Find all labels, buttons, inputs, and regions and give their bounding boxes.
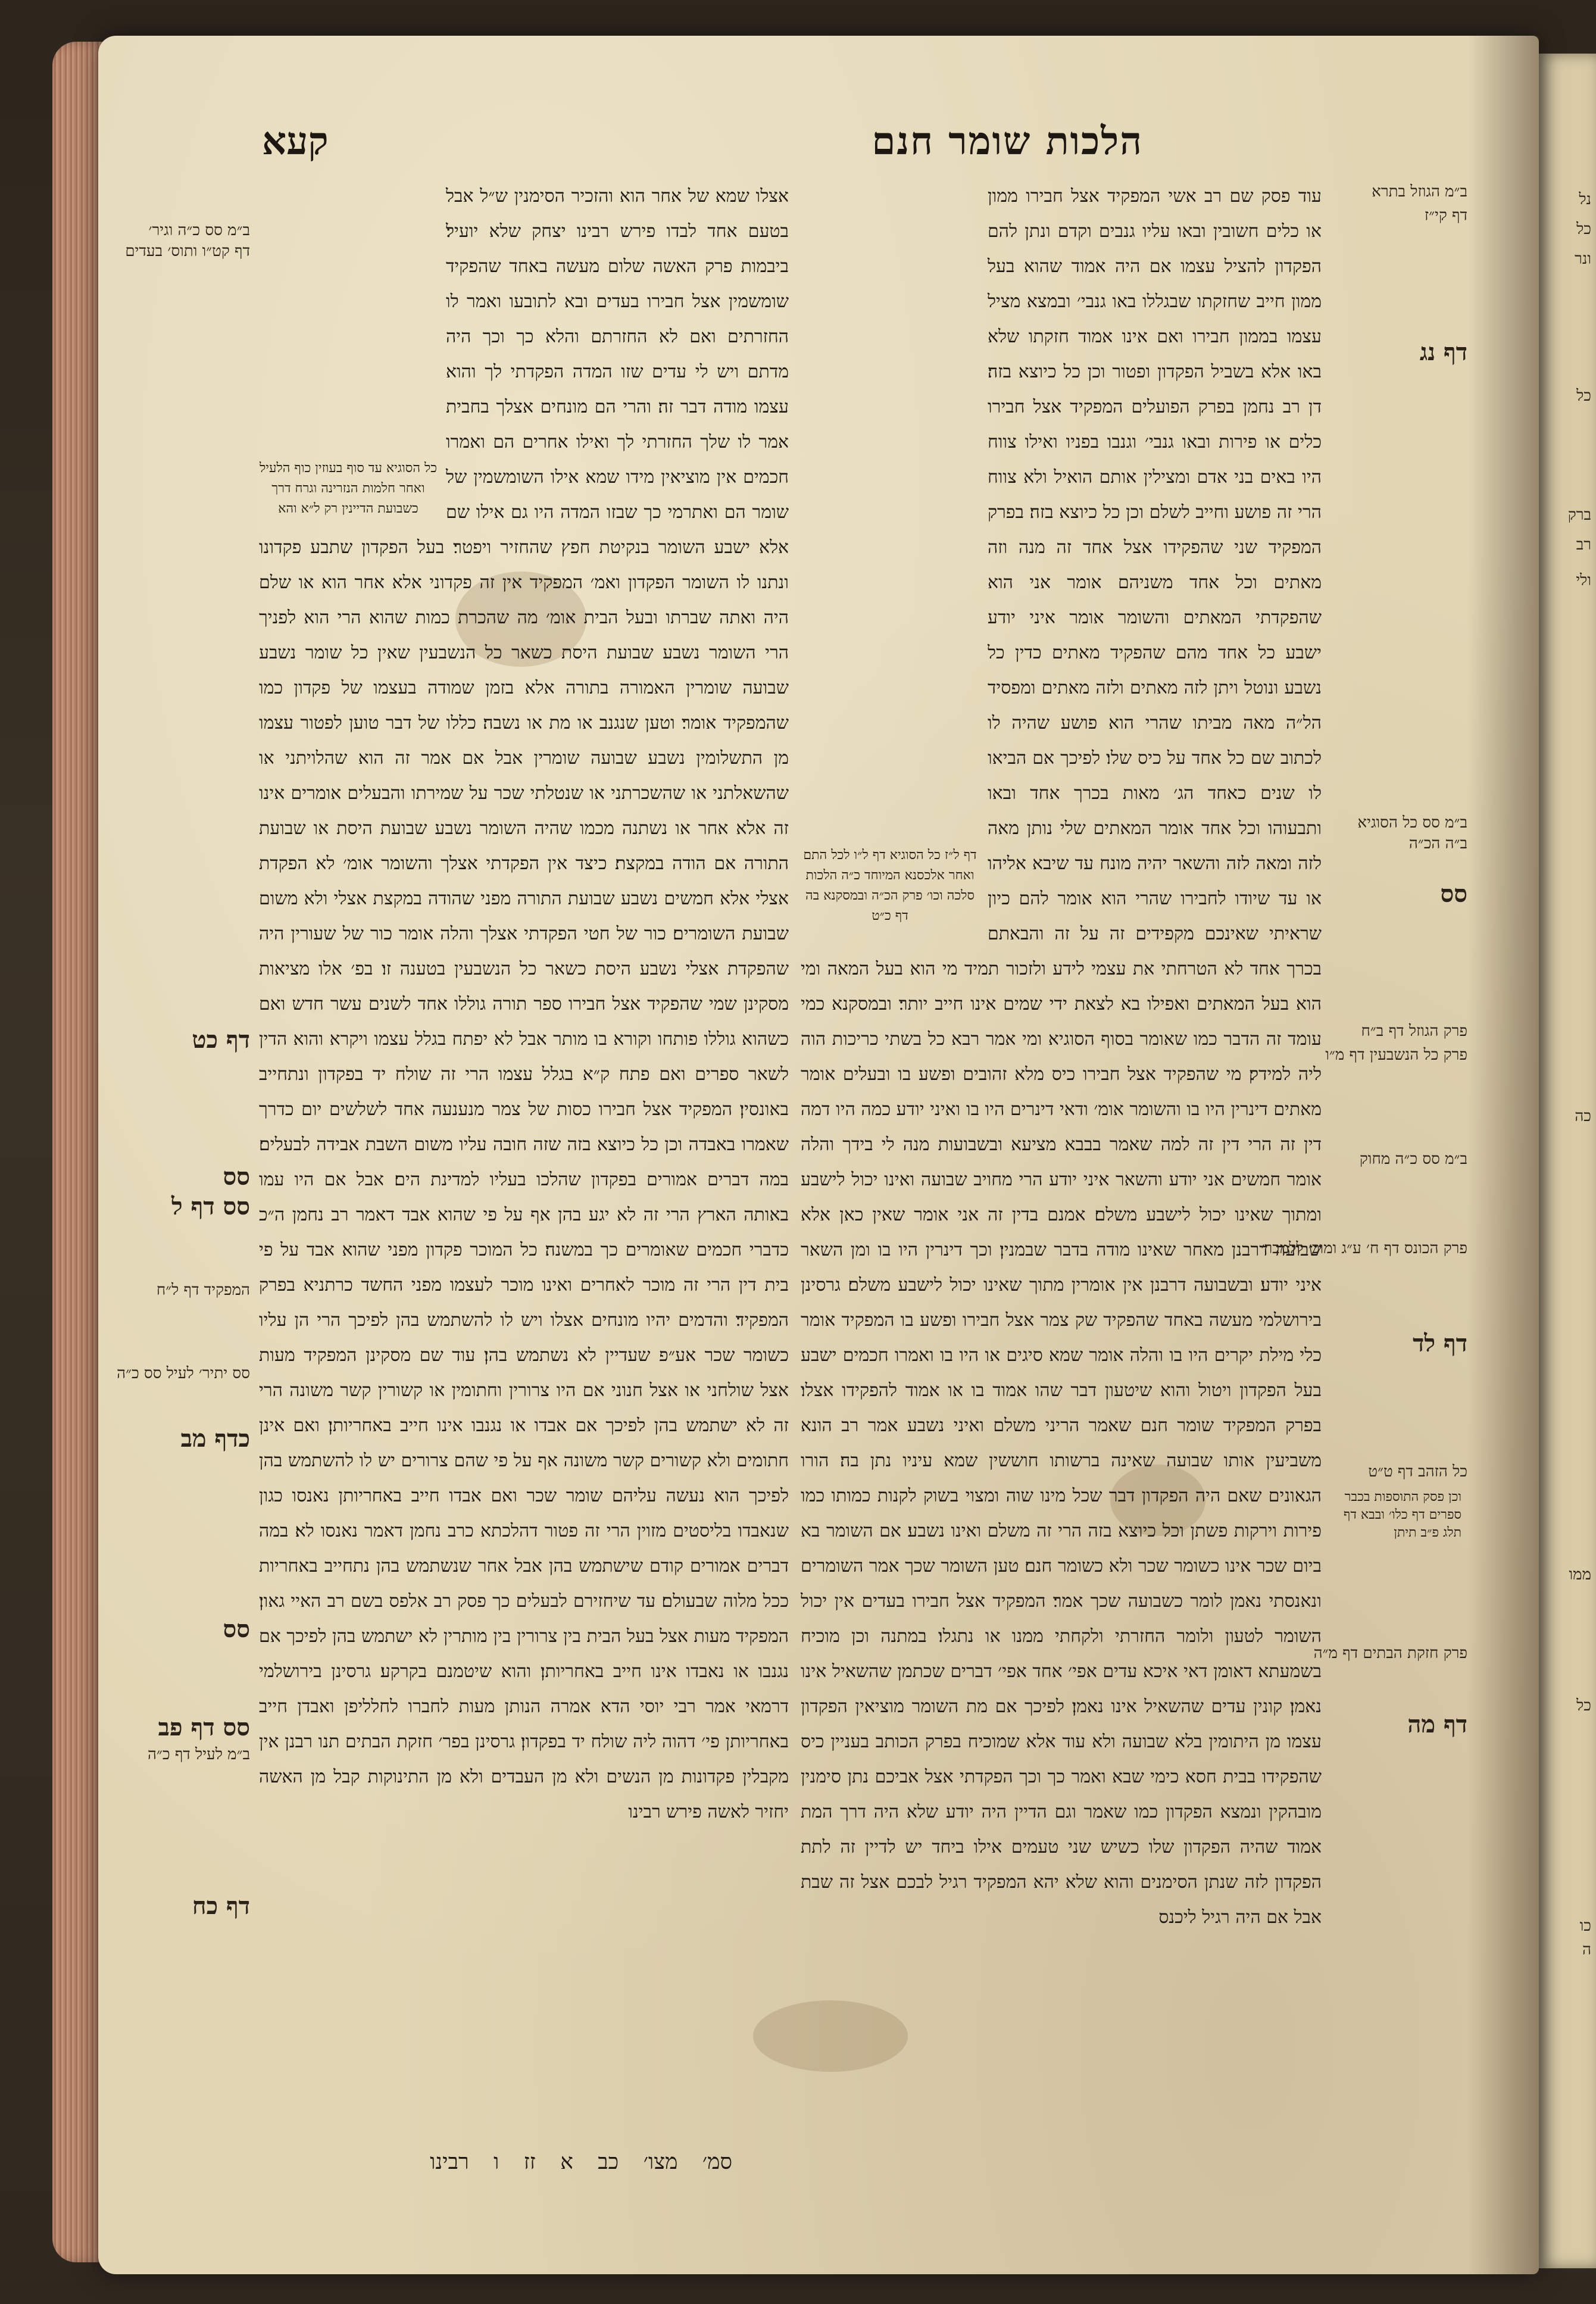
margin-ref-left: סס	[223, 1615, 250, 1643]
next-page-fragment: נל	[1579, 191, 1591, 208]
next-page-fragment: כה	[1575, 1107, 1591, 1125]
margin-note-right: כל הזהב דף ט״ט	[1368, 1463, 1467, 1481]
column-paragraph: עוד פסק שם רב אשי המפקיד אצל חבירו ממון או כלים חשובין ובאו עליו גנבים וקדם ונתן להם הפקדון להציל עצמו אם היה אמוד שהוא בעל ממון חייב שחזקתו שבגללו באו גנבי׳ ובמצא מציל עצמו בממון חבירו ואם אינו אמוד חזקתו שלא באו אלא בשביל הפקדון ופטור וכן כל כיוצא בזה׃ דן רב נחמן בפרק הפועלים המפקיד אצל חבירו כלים או פירות ובאו גנבי׳ וגנבו בפניו ואילו צווח היו באים בני אדם ומצילין אותם הואיל ולא צווח הרי זה פושע וחייב לשלם וכן כל כיוצא בזה׃ בפרק המפקיד שני שהפקידו אצל אחד זה מנה וזה מאתים וכל אחד משניהם אומר אני הוא שהפקדתי המאתים והשומר אומר איני יודע ישבע כל אחד מהם שהפקיד מאתים כדין כל נשבע ונוטל ויתן לזה מאתים ולזה מאתים ומפסיד הל״ה מאה מביתו שהרי הוא פושע שהיה לו לכתוב שם כל אחד על כיס שלו׃ לפיכך אם הביאו לו שנים כאחד הג׳ מאות בכרך אחד ובאו ותבעוהו וכל אחד אומר המאתים שלי נותן מאה לזה ומאה לזה והשאר יהיה מונח עד שיבא אליהו או עד שיודו לחבירו שהרי הוא אומר להם כיון שראיתי שאינכם מקפידים זה על זה והבאתם בכרך אחד לא הטרחתי את עצמי לידע ולזכור תמיד מי הוא בעל המאה ומי הוא בעל המאתים ואפילו בא לצאת ידי שמים אינו חייב יותר׃ ובמסקנא כמי עומד זה הדבר כמו שאומר בסוף הסוגיא ומי אמר רבא כל בשתי כריכות הוה ליה למידק׃ מי שהפקיד אצל חבירו כיס מלא זהובים ופשע בו ובעלים אומר מאתים דינרין היו בו והשומר אומ׳ ודאי דינרים היו בו ואיני יודע כמה היו דמה דין זה הרי דין זה למה שאמר בבבא מציעא ובשבועות מנה לי בידך והלה אומר חמשים אני יודע והשאר איני יודע הרי מחויב שבועה ואינו יכול לישבע ומתוך שאינו יכול לישבע משלם׃ אמנם בדין זה אני אומר שאין כאן אלא שבועה דרבנן מאחר שאינו מודה בדבר שבמנין׃ וכך דינרין היו בו ומן השאר איני יודע׃ ובשבועה דרבנן אין אומרין מתוך שאינו יכול לישבע משלם׃ גרסינן בירושלמי מעשה באחד שהפקיד שק צמר אצל חבירו ופשע בו המפקיד אומר כלי מילת יקרים היו בו והלה אומר שמא סיגים או היו בו ואמרו חכמים ישבע בעל הפקדון ויטול והוא שיטעון דבר שהו אמוד בו או אמוד להפקידו אצלו׃ בפרק המפקיד שומר חנם שאמר הריני משלם ואיני נשבע אמר רב הונא משביעין אותו שבועה שאינה ברשותו חוששין שמא עיניו נתן בה׃ הורו הגאונים שאם היה הפקדון דבר שכל מינו שוה ומצוי בשוק לקנות כמותו כמו פירות וירקות פשתן וכל כיוצא בזה הרי זה משלם ואינו נשבע׃ אם השומר בא ביום שכר אינו כשומר שכר ולא כשומר חנם׃ טען השומר שכך אמר השומרים ונאנסתי נאמן לומר כשבועה שכך אמר׃ המפקיד אצל חבירו בעדים אין יכול השומר לטעון ולומר החזרתי ולקחתי ממנו או נתגלו׃ במתנה וכן מוכיח בשמעתא דאומן דאי איכא עדים אפי׳ אחד אפי׳ דברים שכתמן שהשאיל אינו נאמן׃ קונין עדים שהשאיל אינו נאמן׃ לפיכך אם מת השומר מוציאין הפקדון עצמו מן היתומין בלא שבועה ולא עוד אלא שמוכיח בפרק הכותב בעניין כיס שהפקידו בבית חסא כימי שבא ואמר כך וכך הפקדתי אצל אביכם נתן סימנין מובהקין ונמצא הפקדון כמו שאמר וגם הדיין היה יודע שלא היה דרך המת אמוד שהיה הפקדון שלו כשיש שני טעמים אילו ביחד יש לדיין זה לתת הפקדון לזה שנתן הסימנים והוא שלא יהא המפקיד רגיל לבכם אצל זה שבת אבל אם היה רגיל ליכנס	[801, 186, 1322, 1928]
folio-number: קעא	[262, 119, 329, 164]
margin-note-right: פרק חזקת הבתים דף מ״ה	[1313, 1644, 1467, 1662]
margin-note-right: וכן פסק התוספות בכבר ספרים דף כלו׳ ובבא דף תלג פ״ב תיתן	[1343, 1490, 1461, 1540]
margin-note-right: ב״ה הכ״ה	[1408, 835, 1467, 853]
margin-ref-left: דף כט	[192, 1026, 250, 1054]
next-page-fragment: רב	[1576, 536, 1591, 554]
margin-note-right: ב״מ סס כל הסוגיא	[1357, 814, 1467, 832]
margin-note-right: פרק הגוזל דף ב״ח	[1361, 1022, 1467, 1040]
margin-note-left: סס יתיר׳ לעיל סס כ״ה	[117, 1365, 250, 1382]
margin-note-left: המפקיד דף ל״ח	[156, 1281, 250, 1299]
page-title: הלכות שומר חנם	[872, 119, 1143, 164]
margin-ref-right: סס	[1440, 880, 1467, 908]
next-page-fragment: כו	[1579, 1917, 1591, 1935]
margin-note-right: ב״מ הגוזל בתרא	[1372, 183, 1467, 201]
catchwords: סמ׳ מצו׳ כב א זז ו רבינו	[430, 2150, 732, 2174]
next-page-fragment: ה	[1582, 1941, 1591, 1959]
margin-note-right: דף קי״ז	[1424, 207, 1467, 224]
next-page-fragment: ברק	[1567, 506, 1591, 524]
margin-ref-left: סס דף פב	[158, 1713, 250, 1741]
text-column-right	[801, 179, 1322, 2137]
margin-note-right: פרק כל הנשבעין דף מ״ו	[1325, 1046, 1467, 1064]
next-page-fragment: ממו	[1569, 1566, 1591, 1584]
running-header	[250, 119, 1298, 173]
margin-ref-left: סס	[223, 1163, 250, 1191]
margin-ref-right: דף נג	[1419, 338, 1467, 366]
margin-note-right: ב״מ סס כ״ה מחוק	[1359, 1150, 1467, 1168]
margin-note-right: פרק הכונס דף ח׳ ע״ג ומוכ׳ ללמבר׳	[1261, 1240, 1467, 1257]
next-page-sliver	[1539, 54, 1596, 2268]
inset-note-left: כל הסוגיא עד סוף בעוזין כוף הלעיל ואחר חלמות הנזרינה וגרח דרך כשבועת הדיינין רק ל״א והא	[259, 461, 438, 516]
next-page-fragment: כל	[1576, 1697, 1591, 1715]
margin-note-left: ב״מ לעיל דף כ״ה	[148, 1746, 250, 1763]
margin-ref-left: סס דף ל	[171, 1192, 250, 1220]
margin-ref-right: דף לד	[1413, 1329, 1467, 1357]
text-column-left	[259, 179, 789, 2137]
next-page-fragment: כל	[1576, 387, 1591, 405]
margin-note-left: ב״מ סס כ״ה וגיר׳	[148, 221, 250, 239]
inset-note-right: דף ל״ז כל הסוגיא דף ל״ו לכל התם ואחר אלכסנא המיוחד כ״ה הלכות סלכה וכו׳ פרק הכ״ה ובמסקנא בה דף כ״ט	[803, 848, 977, 923]
margin-ref-right: דף מה	[1407, 1710, 1467, 1738]
margin-ref-left: כדף מב	[180, 1425, 250, 1453]
margin-ref-left: דף כח	[192, 1892, 250, 1920]
column-paragraph: אצלו שמא של אחר הוא והזכיר הסימנין ש״ל אבל בטעם אחד לבדו פירש רבינו יצחק שלא יועיל׃ ביבמות פרק האשה שלום מעשה באחד שהפקיד שומשמין אצל חבירו בעדים ובא לתובעו ואמר לו החזרתים ואם לא החזרתם והלא כך וכך היה מדתם ויש לי עדים שזו המדה הפקדתי לך והוא עצמו מודה דבר זה׃ והרי הם מונחים אצלך בחבית אמר לו שלך החזרתי לך ואילו אחרים הם ואמרו חכמים אין מוציאין מידו שמא אילו השומשמין של שומר הם ואתרמי כך שבזו המדה היו גם אילו שם אלא ישבע השומר בנקיטת חפץ שהחזיר ויפטר׃ בעל הפקדון שתבע פקדונו ונתנו לו השומר הפקדון ואמ׳ המפקיד אין זה פקדוני אלא אחר הוא או שלם היה ואתה שברתו ובעל הבית אומ׳ מה שהכרת כמות שהוא הרי הוא לפניך הרי השומר נשבע שבועת היסת כשאר כל הנשבעין שאין כל שומר נשבע שבועה שומרין האמורה בתורה אלא בזמן שמודה בעצמו של פקדון כמו שהמפקיד אומר׃ וטען שנגנב או מת או נשבה׃ כללו של דבר טוען לפטור עצמו מן התשלומין נשבע שבועה שומרין אבל אם אמר זה הוא שהלויתני או שהשאלתני או שהשכרתני או שנטלתי שכר על שמירתו והבעלים אומרים אינו זה אלא אחר או נשתנה מכמו שהיה השומר נשבע שבועת היסת או שבועת התורה אם הודה במקצת׃ כיצד אין הפקדתי אצלך והשומר אומ׳ לא הפקדת אצלי אלא חמשים נשבע שבועת התורה מפני שהודה במקצת אצלי ולא משום שבועת השומרים׃ כור של חטי הפקדתי אצלך והלה אומר כור של שעורין היה שהפקדת אצלי נשבע היסת כשאר כל הנשבעין בטענה זו׃ בפ׳ אלו מציאות מסקינן שמי שהפקיד אצל חבירו ספר תורה גוללו אחד לשנים עשר חדש ואם כשהוא גוללו פותחו וקורא בו מותר אבל לא יפתח בגלל עצמו ויקרא והוא הדין לשאר ספרים ואם פתח ק״א בגלל עצמו הרי זה שולח יד בפקדון ונתחייב באונסין׃ המפקיד אצל חבירו כסות של צמר מנענעה אחד לשלשים יום כדרך שאמרו באבדה וכן כל כיוצא בזה שזה חובה עליו משום השבת אבידה לבעלים׃ במה דברים אמורים בפקדון שהלכו בעליו למדינת הים׃ אבל אם היו עמו באותה הארץ הרי זה לא יגע בהן אף על פי שהוא אבד דאמר רב נחמן ה״כ כדברי חכמים שאומרים כך במשנה׃ כל המוכר פקדון מפני שהוא אבד על פי בית דין הרי זה מוכר לאחרים ואינו מוכר לעצמו מפני החשד כרתניא בפרק המפקיד׃ והדמים יהיו מונחים אצלו ויש לו להשתמש בהן לפיכך הרי הן עליו כשומר שכר אע״פ שעדיין לא נשתמש בהן׃ עוד שם מסקינן המפקיד מעות אצל שולחני או אצל חנוני אם היו צרורין וחתומין או קשורין קשר משונה הרי זה לא ישתמש בהן לפיכך אם אבדו או נגנבו אינו חייב באחריותן׃ ואם אינן חתומים ולא קשורים קשר משונה אף על פי שהם צרורים יש לו להשתמש בהן לפיכך הוא נעשה עליהם שומר שכר ואם אבדו חייב באחריותן נאנסו כגון שנאבדו בליסטים מזוין הרי זה פטור דהלכתא כרב נחמן דאמר נאנסו לא׃ במה דברים אמורים קודם שישתמש בהן אבל אחר שנשתמש בהן נתחייב באחריות ככל מלוה שבעולם׃ עד שיחזירם לבעלים כך פסק רב אלפס בשם רב האיי גאון׃ המפקיד מעות אצל בעל הבית בין צרורין בין מותרין לא ישתמש בהן לפיכך אם נגנבו או נאבדו אינו חייב באחריותן׃ והוא שיטמנם בקרקע׃ גרסינן בירושלמי דרמאי אמר רבי יוסי הדא אמרה הנותן מעות לחברו לחלליפן ואבדן חייב באחריותן פי׳ דהוה ליה שולח יד בפקדון׃ גרסינן בפר׳ חזקת הבתים תנו רבנן אין מקבלין פקדונות מן הנשים ולא מן העבדים ולא מן התינוקות קבל מן האשה יחזיר לאשה פירש רבינו	[259, 186, 789, 1822]
margin-note-left: דף קט״ו ותוס׳ בעדים	[125, 242, 250, 260]
next-page-fragment: ונר	[1575, 250, 1591, 268]
next-page-fragment: ולי	[1576, 572, 1591, 589]
gutter-shadow	[1467, 36, 1539, 2274]
next-page-fragment: כל	[1576, 220, 1591, 238]
